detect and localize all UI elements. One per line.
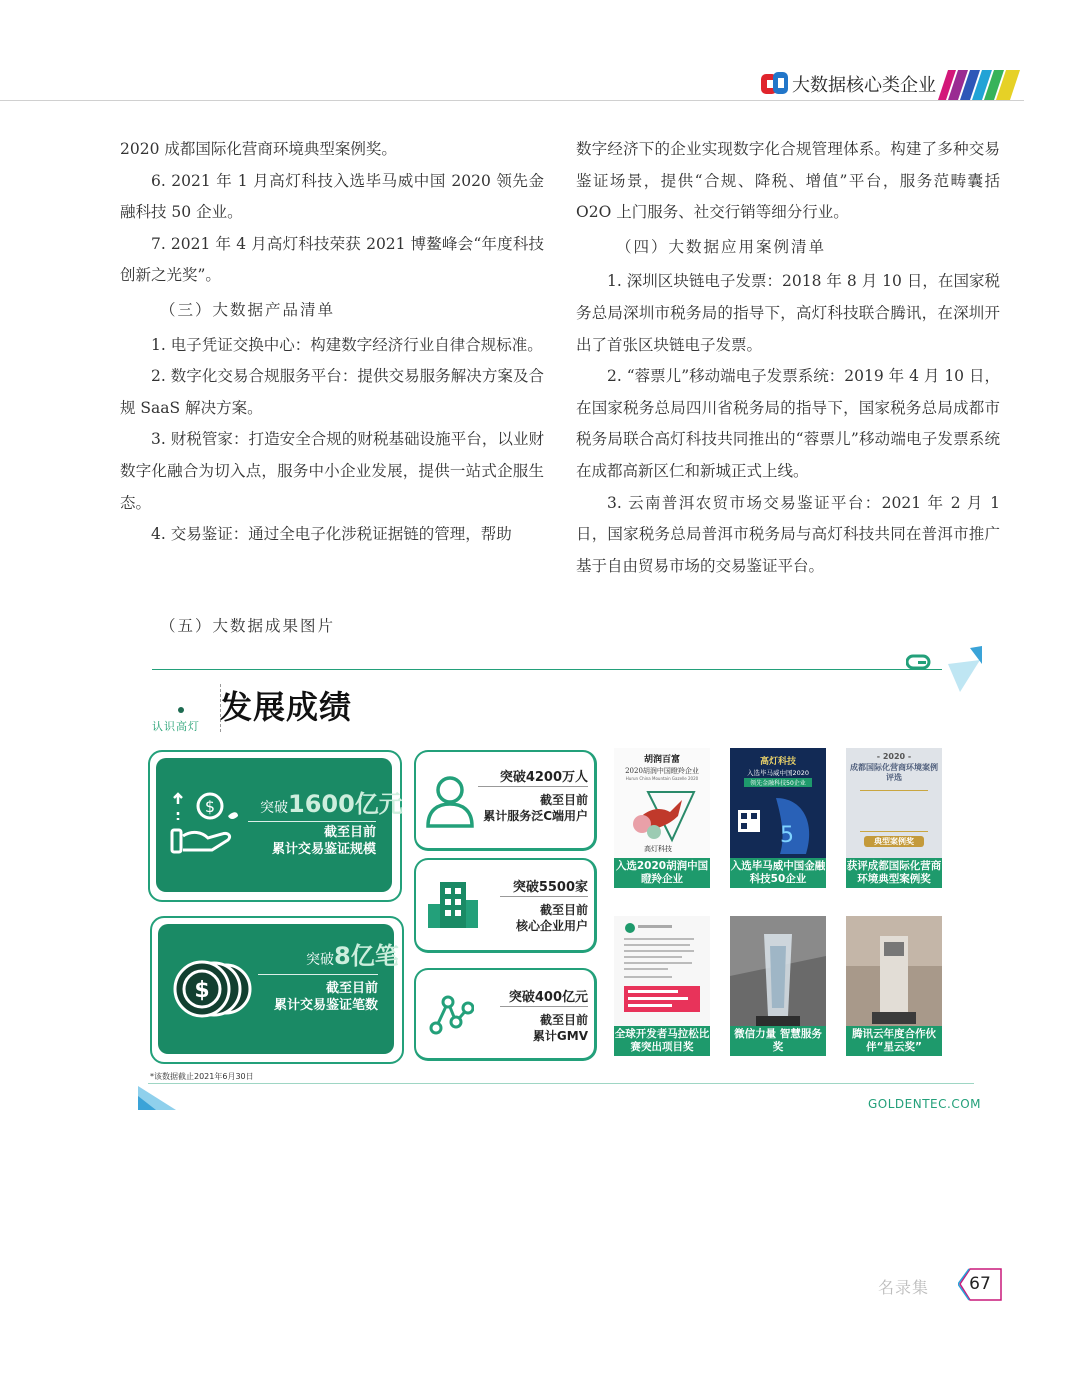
gazelle-illustration	[624, 786, 700, 844]
stat-prefix: 突破	[306, 952, 334, 968]
stat-card-transaction-scale	[148, 750, 402, 902]
corner-triangle-decoration	[942, 646, 984, 692]
svg-text:$: $	[204, 797, 216, 816]
bottom-rule	[148, 1083, 974, 1084]
stat-prefix: 突破	[260, 800, 288, 816]
stat-caption	[238, 980, 378, 1014]
paragraph: 2. 数字化交易合规服务平台：提供交易服务解决方案及合规 SaaS 解决方案。	[120, 367, 544, 417]
stat-caption-line: 累计服务泛C端用户	[483, 809, 588, 823]
stat-headline: 突破5500家	[512, 880, 588, 895]
award-tile	[846, 916, 942, 1056]
award-tile	[846, 748, 942, 888]
tech-face-illustration	[736, 792, 820, 856]
award-subtitle: 入选毕马威中国2020	[746, 769, 810, 777]
stat-card-c-users	[414, 750, 597, 851]
stat-caption-line: 累计GMV	[532, 1029, 588, 1043]
paragraph: 1. 电子凭证交换中心：构建数字经济行业自律合规标准。	[151, 335, 543, 354]
stat-divider	[500, 1006, 588, 1007]
achievements-infographic	[136, 642, 988, 1120]
stat-divider	[258, 974, 378, 975]
stat-card-transaction-count	[150, 916, 404, 1064]
stat-caption	[448, 792, 588, 824]
top-rule	[152, 669, 942, 670]
stat-caption-line: 截至目前	[323, 825, 376, 840]
stat-caption	[468, 902, 588, 934]
header-title: 大数据核心类企业	[792, 75, 936, 96]
section-heading-5: （五）大数据成果图片	[160, 617, 336, 635]
award-caption: 全球开发者马拉松比赛突出项目奖	[614, 1026, 710, 1056]
money-hand-icon	[170, 786, 240, 858]
award-header: 高灯科技	[759, 757, 796, 767]
paragraph: 3. 财税管家：打造安全合规的财税基础设施平台，以业财数字化融合为切入点，服务中小企业发展，提供一站式企服生态。	[120, 430, 544, 512]
left-text-column	[120, 134, 544, 551]
stat-headline: 突破400亿元	[508, 990, 588, 1005]
award-caption: 腾讯云年度合作伙伴“星云奖”	[846, 1026, 942, 1056]
stat-card-fill	[156, 758, 403, 892]
paragraph: 2. “蓉票儿”移动端电子发票系统：2019 年 4 月 10 日，在国家税务总局四川省税务局的指导下，国家税务总局成都市税务局联合高灯科技共同推出的“蓉票儿”移动端电子发票系统在成都高新区仁和新城正式上线。	[576, 367, 1000, 480]
stat-caption	[236, 824, 376, 858]
award-tile	[614, 916, 710, 1056]
award-header: 胡润百富	[643, 755, 680, 765]
stat-caption	[468, 1012, 588, 1044]
paragraph: 2020 成都国际化营商环境典型案例奖。	[120, 140, 397, 158]
stat-divider	[478, 786, 588, 787]
award-tile	[730, 748, 826, 888]
stat-card-enterprise-users	[414, 858, 597, 953]
publication-logo-icon	[760, 70, 790, 98]
header-color-stripes	[938, 70, 1020, 100]
stat-divider	[248, 821, 376, 822]
stat-divider	[500, 896, 588, 897]
stat-value: 1600亿元	[288, 790, 403, 818]
infographic-title: 发展成绩	[220, 688, 353, 726]
stat-caption-line: 累计交易鉴证规模	[271, 842, 376, 857]
paragraph: 6. 2021 年 1 月高灯科技入选毕马威中国 2020 领先金融科技 50 企业。	[120, 171, 544, 222]
corner-triangle-decoration	[136, 1082, 178, 1112]
stat-headline: 突破4200万人	[499, 770, 588, 785]
page-number: 67	[969, 1274, 991, 1294]
stat-caption-line: 截至目前	[325, 981, 378, 996]
section-heading-3: （三）大数据产品清单	[160, 300, 336, 319]
paragraph: 1. 深圳区块链电子发票：2018 年 8 月 10 日，在国家税务总局深圳市税务局的指导下，高灯科技联合腾讯，在深圳开出了首张区块链电子发票。	[576, 272, 1000, 354]
bullet-dot	[178, 707, 184, 713]
stat-caption-line: 累计交易鉴证笔数	[273, 998, 378, 1013]
award-caption: 入选2020胡润中国瞪羚企业	[614, 858, 710, 888]
stat-caption-line: 截至目前	[539, 793, 588, 807]
award-subtitle-2: 领先金融科技50企业	[744, 778, 812, 787]
trophy-photo-illustration	[730, 916, 826, 1028]
stat-card-fill	[158, 924, 399, 1054]
award-tile	[614, 748, 710, 888]
award-badge: 典型案例奖	[864, 836, 924, 847]
wechat-post-illustration	[622, 922, 702, 1022]
award-tile	[730, 916, 826, 1056]
award-caption: 获评成都国际化营商环境典型案例奖	[846, 858, 942, 888]
paragraph: 3. 云南普洱农贸市场交易鉴证平台：2021 年 2 月 1 日，国家税务总局普洱市税务局与高灯科技共同在普洱市推广基于自由贸易市场的交易鉴证平台。	[576, 493, 1000, 575]
brand-mark-icon	[906, 654, 932, 670]
stat-value: 8亿笔	[334, 942, 399, 970]
trophy-photo-illustration	[846, 916, 942, 1028]
award-header: - 2020 -	[876, 752, 912, 761]
svg-text:$: $	[194, 978, 210, 1003]
award-subtitle: 成都国际化营商环境案例评选	[850, 763, 938, 782]
footer-label: 名录集	[878, 1278, 930, 1297]
award-caption: 微信力量 智慧服务奖	[730, 1026, 826, 1056]
paragraph: 数字经济下的企业实现数字化合规管理体系。构建了多种交易鉴证场景，提供“合规、降税、增值”平台，服务范畴囊括 O2O 上门服务、社交行销等细分行业。	[576, 140, 1000, 222]
paragraph: 4. 交易鉴证：通过全电子化涉税证据链的管理，帮助	[151, 525, 512, 544]
section-heading-4: （四）大数据应用案例清单	[616, 237, 827, 256]
stat-card-gmv	[414, 968, 597, 1061]
right-text-column	[576, 134, 1000, 582]
website-url: GOLDENTEC.COM	[868, 1097, 982, 1111]
award-caption: 入选毕马威中国金融科技50企业	[730, 858, 826, 888]
award-certificate-body	[860, 790, 928, 832]
infographic-subtitle: 认识高灯	[152, 720, 200, 733]
stat-caption-line: 核心企业用户	[515, 919, 588, 933]
paragraph: 7. 2021 年 4 月高灯科技荣获 2021 博鳌峰会“年度科技创新之光奖”。	[120, 234, 544, 285]
stat-caption-line: 截至目前	[539, 903, 588, 917]
header-divider	[0, 100, 1024, 101]
award-subtitle: 2020胡润中国瞪羚企业	[625, 767, 699, 775]
svg-text:5: 5	[780, 823, 794, 848]
data-footnote: *该数据截止2021年6月30日	[150, 1072, 254, 1081]
award-logo-text: 高灯科技	[644, 845, 672, 853]
award-subtitle-en: Hurun China Mountain Gazelle 2020	[625, 776, 699, 781]
stat-caption-line: 截至目前	[539, 1013, 588, 1027]
